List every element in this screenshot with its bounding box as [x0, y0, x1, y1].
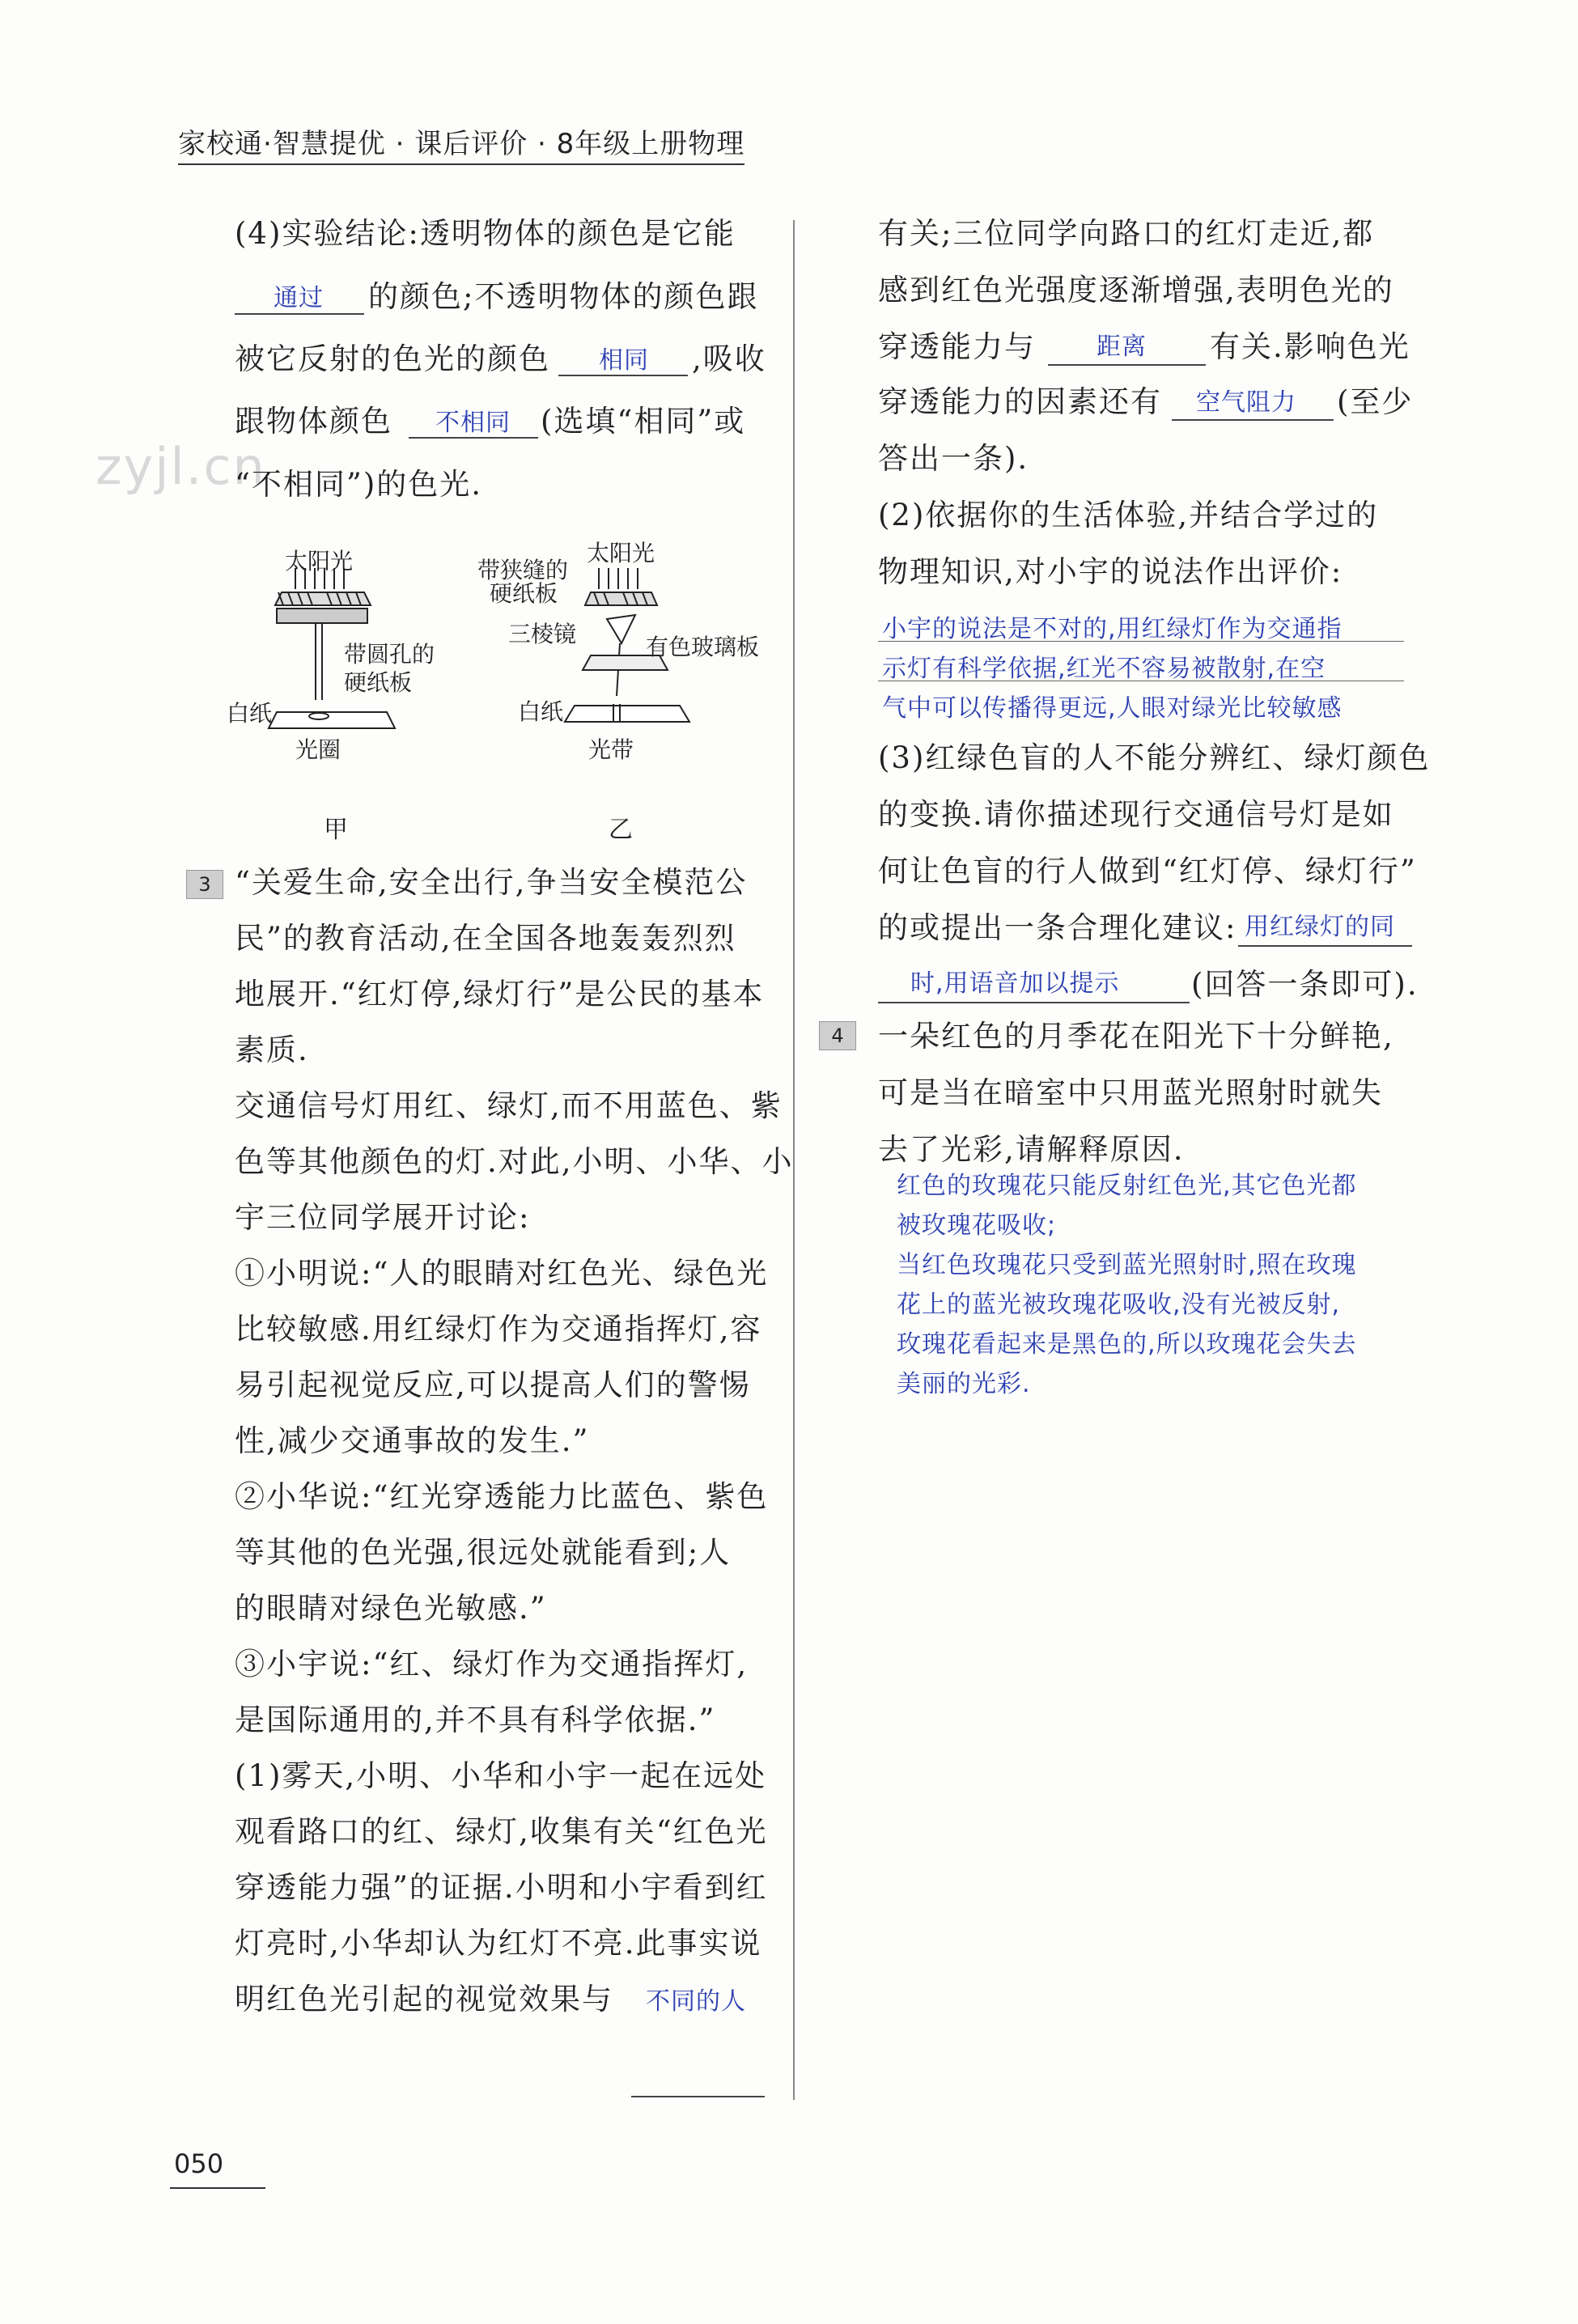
- question-number-badge: 3: [186, 870, 223, 899]
- q4-line: 一朵红色的月季花在阳光下十分鲜艳,: [878, 1019, 1394, 1054]
- q3-3-line-4: 的或提出一条合理化建议:: [878, 910, 1237, 945]
- handwritten-explanation-line: 玫瑰花看起来是黑色的,所以玫瑰花会失去: [897, 1330, 1357, 1359]
- q3-xiaoyu-line: 是国际通用的,并不具有科学依据.”: [235, 1703, 716, 1737]
- handwritten-evaluation-line: 气中可以传播得更远,人眼对绿光比较敏感: [882, 694, 1343, 723]
- fig-yi-prism-label: 三棱镜: [508, 621, 577, 647]
- q3-xiaoming-line: 比较敏感.用红绿灯作为交通指挥灯,容: [235, 1312, 762, 1346]
- q3-3-line-1: (3)红绿色盲的人不能分辨红、绿灯颜色: [878, 740, 1431, 775]
- q2-4-line-4: 跟物体颜色: [235, 404, 392, 439]
- fig-jia-card-label-2: 硬纸板: [344, 669, 413, 696]
- q3-part1-line: 观看路口的红、绿灯,收集有关“红色光: [235, 1814, 768, 1849]
- handwritten-explanation-line: 花上的蓝光被玫瑰花吸收,没有光被反射,: [897, 1291, 1341, 1319]
- q3-intro-line: “关爱生命,安全出行,争当安全模范公: [235, 865, 748, 900]
- answer-blank: [1172, 419, 1334, 421]
- q3-intro-line: 地展开.“红灯停,绿灯行”是公民的基本: [235, 977, 765, 1011]
- handwritten-explanation-line: 红色的玫瑰花只能反射红色光,其它色光都: [897, 1172, 1357, 1200]
- q3-cont-line-2: 感到红色光强度逐渐增强,表明色光的: [878, 273, 1394, 307]
- fig-yi-band-label: 光带: [588, 736, 634, 763]
- answer-blank: [631, 2096, 765, 2097]
- q3-xiaoming-line: 易引起视觉反应,可以提高人们的警惕: [235, 1368, 751, 1402]
- q2-4-line-2: 的颜色;不透明物体的颜色跟: [368, 279, 759, 314]
- fig-yi-paper-label: 白纸: [518, 698, 564, 725]
- column-divider-bottom: [793, 740, 795, 2100]
- handwritten-evaluation-line: 示灯有科学依据,红光不容易被散射,在空: [882, 655, 1326, 683]
- answer-blank: [1048, 364, 1206, 366]
- fig-jia-sun-label: 太阳光: [285, 548, 354, 575]
- q3-part1-line: 穿透能力强”的证据.小明和小宇看到红: [235, 1870, 768, 1905]
- handwritten-explanation-line: 被玫瑰花吸收;: [897, 1211, 1057, 1240]
- handwritten-explanation-line: 当红色玫瑰花只受到蓝光照射时,照在玫瑰: [897, 1251, 1357, 1279]
- answer-blank: [878, 1002, 1190, 1003]
- handwritten-answer: 距离: [1097, 333, 1147, 361]
- q3-cont-line-5: 答出一条).: [878, 441, 1029, 476]
- handwritten-answer: 用红绿灯的同: [1245, 913, 1395, 941]
- q2-4-line-5: “不相同”)的色光.: [235, 467, 483, 502]
- q3-context-line: 交通信号灯用红、绿灯,而不用蓝色、紫: [235, 1088, 783, 1123]
- q3-xiaohua-line: 等其他的色光强,很远处就能看到;人: [235, 1535, 732, 1570]
- q3-xiaoyu-line: ③小宇说:“红、绿灯作为交通指挥灯,: [235, 1647, 749, 1682]
- q3-cont-line-3: 穿透能力与: [878, 329, 1036, 364]
- page-number: 050: [174, 2148, 224, 2179]
- q2-4-line-3: 被它反射的色光的颜色: [235, 341, 550, 376]
- q3-cont-line-4: 穿透能力的因素还有: [878, 384, 1162, 419]
- q4-line: 可是当在暗室中只用蓝光照射时就失: [878, 1075, 1383, 1110]
- fig-yi-glass-label: 有色玻璃板: [646, 634, 760, 660]
- q3-cont-line-3b: 有关.影响色光: [1210, 329, 1410, 364]
- fig-yi-caption: 乙: [609, 816, 633, 844]
- q3-intro-line: 民”的教育活动,在全国各地轰轰烈烈: [235, 921, 736, 956]
- q2-4-line-1: (4)实验结论:透明物体的颜色是它能: [235, 216, 736, 251]
- q3-intro-line: 素质.: [235, 1033, 309, 1067]
- answer-rule: [878, 641, 1404, 642]
- q3-3-line-2: 的变换.请你描述现行交通信号灯是如: [878, 797, 1394, 832]
- answer-blank: [235, 313, 364, 315]
- q3-part1-line: 灯亮时,小华却认为红灯不亮.此事实说: [235, 1926, 762, 1961]
- header-rule: [178, 163, 744, 165]
- q3-3-line-5b: (回答一条即可).: [1191, 967, 1419, 1002]
- handwritten-answer: 时,用语音加以提示: [910, 969, 1120, 998]
- handwritten-answer: 不同的人: [646, 1987, 746, 2016]
- handwritten-answer: 通过: [274, 284, 324, 312]
- handwritten-explanation-line: 美丽的光彩.: [897, 1370, 1031, 1398]
- q2-4-line-4b: (选填“相同”或: [541, 404, 746, 439]
- watermark: zyjl.cn: [95, 437, 266, 496]
- fig-yi-slit-label: 带狭缝的: [477, 557, 569, 583]
- q3-xiaoming-line: 性,减少交通事故的发生.”: [235, 1423, 590, 1458]
- q3-part1-line: (1)雾天,小明、小华和小宇一起在远处: [235, 1758, 767, 1793]
- q3-2-line-1: (2)依据你的生活体验,并结合学过的: [878, 498, 1379, 532]
- q2-4-line-3b: ,吸收: [692, 341, 766, 376]
- answer-blank: [1238, 945, 1412, 947]
- page-header: 家校通·智慧提优 · 课后评价 · 8年级上册物理: [178, 128, 745, 160]
- fig-yi-sun-label: 太阳光: [587, 540, 655, 566]
- q3-2-line-2: 物理知识,对小宇的说法作出评价:: [878, 554, 1343, 589]
- q3-xiaoming-line: ①小明说:“人的眼睛对红色光、绿色光: [235, 1256, 769, 1291]
- page-number-rule: [170, 2187, 265, 2189]
- handwritten-answer: 相同: [599, 346, 649, 375]
- q3-cont-line-4b: (至少: [1337, 384, 1414, 419]
- q3-3-line-3: 何让色盲的行人做到“红灯停、绿灯行”: [878, 854, 1417, 888]
- fig-yi-slit-label-2: 硬纸板: [490, 580, 558, 607]
- q3-xiaohua-line: ②小华说:“红光穿透能力比蓝色、紫色: [235, 1479, 769, 1514]
- sunlight-arrows: [599, 568, 638, 589]
- handwritten-answer: 不相同: [435, 409, 511, 437]
- fig-jia-ring-label: 光圈: [295, 736, 341, 763]
- q3-part1-last-line: 明红色光引起的视觉效果与: [235, 1982, 613, 2017]
- handwritten-evaluation-line: 小宇的说法是不对的,用红绿灯作为交通指: [882, 615, 1343, 643]
- question-number-badge: 4: [819, 1021, 856, 1050]
- q3-xiaohua-line: 的眼睛对绿色光敏感.”: [235, 1591, 547, 1626]
- handwritten-answer: 空气阻力: [1196, 388, 1296, 417]
- q4-line: 去了光彩,请解释原因.: [878, 1132, 1185, 1167]
- q3-context-line: 色等其他颜色的灯.对此,小明、小华、小: [235, 1144, 794, 1179]
- fig-jia-caption: 甲: [324, 816, 348, 844]
- q3-cont-line-1: 有关;三位同学向路口的红灯走近,都: [878, 216, 1375, 251]
- q3-context-line: 宇三位同学展开讨论:: [235, 1200, 531, 1235]
- fig-jia-card-label: 带圆孔的: [344, 641, 435, 668]
- column-divider-top: [793, 220, 795, 754]
- fig-jia-paper-label: 白纸: [227, 700, 273, 727]
